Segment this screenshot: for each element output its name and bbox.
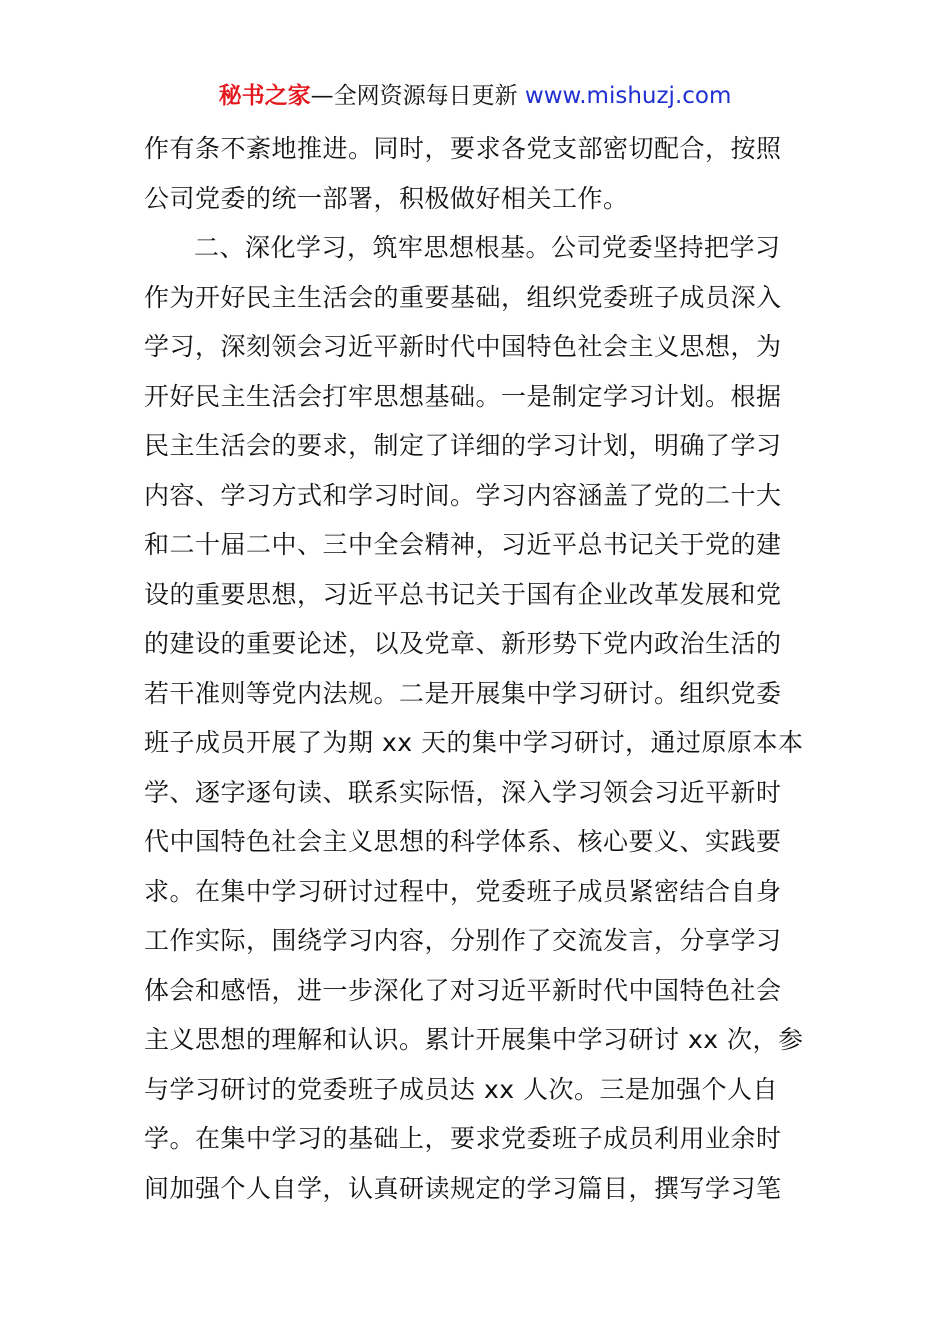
- paragraph-start-line: 二、深化学习，筑牢思想根基。公司党委坚持把学习: [194, 233, 781, 262]
- text-line: 代中国特色社会主义思想的科学体系、核心要义、实践要: [144, 827, 782, 856]
- text-line: 班子成员开展了为期 xx 天的集中学习研讨，通过原原本本: [144, 728, 804, 757]
- text-line: 设的重要思想，习近平总书记关于国有企业改革发展和党: [144, 579, 782, 609]
- page-header: [0, 80, 950, 112]
- text-line: 体会和感悟，进一步深化了对习近平新时代中国特色社会: [144, 975, 782, 1005]
- text-line: 主义思想的理解和认识。累计开展集中学习研讨 xx 次，参: [144, 1025, 804, 1054]
- text-line: 工作实际，围绕学习内容，分别作了交流发言，分享学习: [144, 926, 782, 955]
- text-line: 学习，深刻领会习近平新时代中国特色社会主义思想，为: [144, 332, 782, 361]
- header-url[interactable]: www.mishuzj.com: [524, 83, 732, 109]
- text-line: 作有条不紊地推进。同时，要求各党支部密切配合，按照: [144, 134, 782, 163]
- text-line: 学。在集中学习的基础上，要求党委班子成员利用业余时: [144, 1124, 782, 1153]
- text-line: 民主生活会的要求，制定了详细的学习计划，明确了学习: [144, 431, 782, 460]
- header-brand: 秘书之家: [218, 83, 311, 109]
- header-tagline: —全网资源每日更新: [310, 83, 525, 109]
- text-line: 内容、学习方式和学习时间。学习内容涵盖了党的二十大: [144, 480, 782, 510]
- text-line: 学、逐字逐句读、联系实际悟，深入学习领会习近平新时: [144, 777, 782, 807]
- text-line: 间加强个人自学，认真研读规定的学习篇目，撰写学习笔: [144, 1173, 782, 1203]
- text-line: 公司党委的统一部署，积极做好相关工作。: [144, 183, 629, 213]
- document-body: [144, 124, 808, 1213]
- text-line: 的建设的重要论述，以及党章、新形势下党内政治生活的: [144, 629, 782, 658]
- text-line: 与学习研讨的党委班子成员达 xx 人次。三是加强个人自: [144, 1074, 778, 1104]
- text-line: 求。在集中学习研讨过程中，党委班子成员紧密结合自身: [144, 876, 782, 906]
- text-line: 若干准则等党内法规。二是开展集中学习研讨。组织党委: [144, 678, 782, 708]
- text-line: 作为开好民主生活会的重要基础，组织党委班子成员深入: [144, 282, 782, 312]
- text-line: 开好民主生活会打牢思想基础。一是制定学习计划。根据: [144, 381, 782, 411]
- text-line: 和二十届二中、三中全会精神，习近平总书记关于党的建: [144, 530, 782, 559]
